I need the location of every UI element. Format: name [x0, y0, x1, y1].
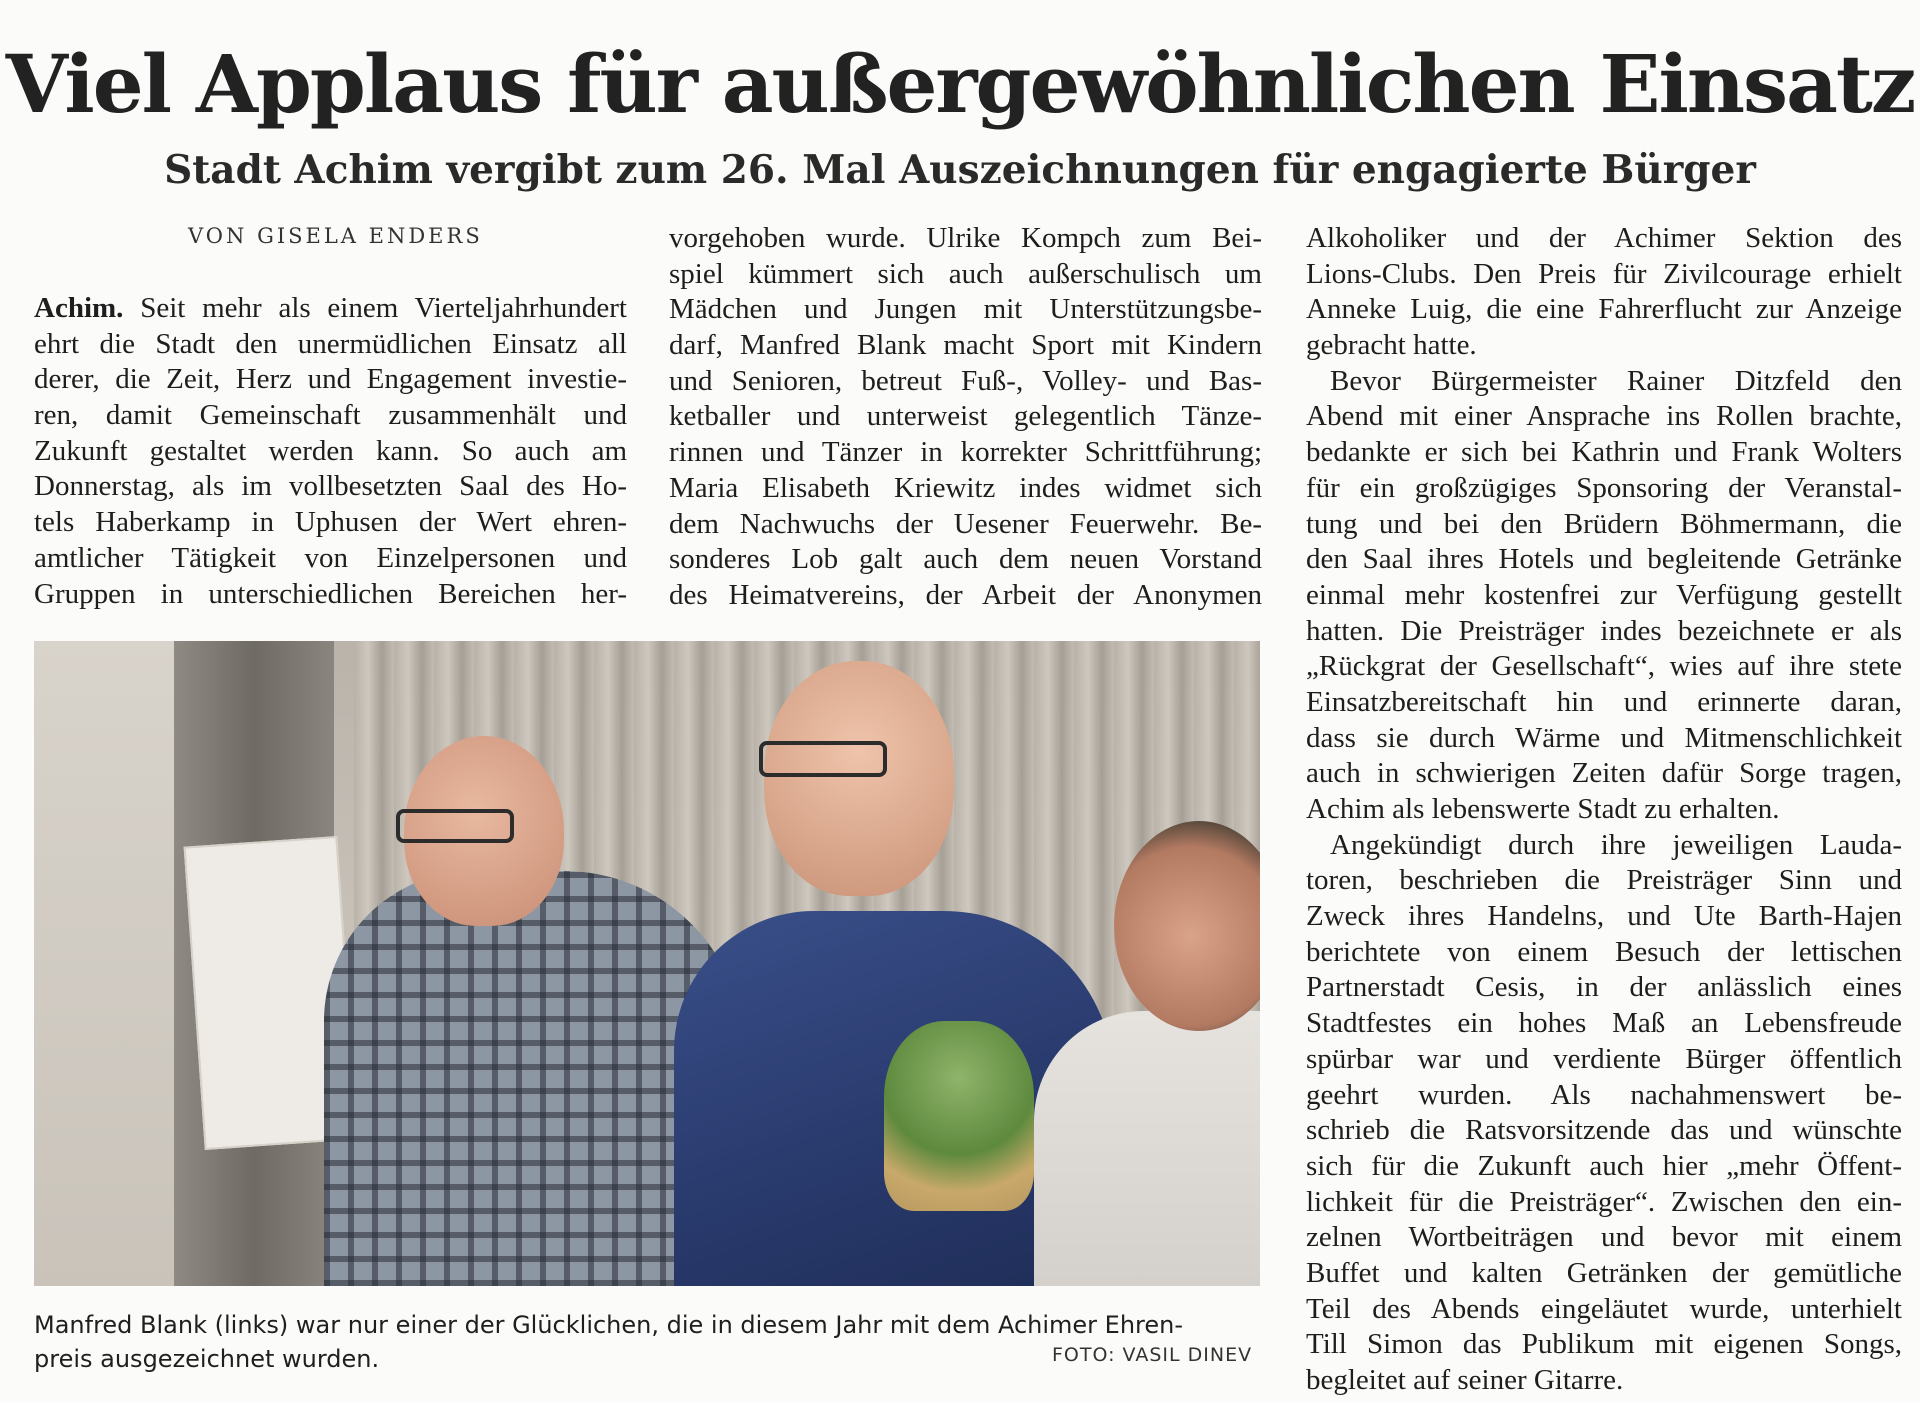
text-line: Zukunft gestaltet werden kann. So auch am	[34, 434, 627, 467]
text-line: Abend mit einer Ansprache ins Rollen brachte,	[1306, 400, 1902, 433]
text-line: ren, damit Gemeinschaft zusammenhält und	[34, 399, 627, 432]
text-line: für ein großzügiges Sponsoring der Veranstal-	[1306, 471, 1902, 504]
text-line: Alkoholiker und der Achimer Sektion des	[1306, 222, 1902, 254]
text-line: toren, beschrieben die Preisträger Sinn und	[1306, 864, 1902, 897]
text-line: Bevor Bürgermeister Rainer Ditzfeld den	[1330, 364, 1902, 397]
article-column-1	[34, 291, 627, 612]
photo-credit: FOTO: VASIL DINEV	[1052, 1344, 1253, 1366]
text-line: ketballer und unterweist gelegentlich Tänze-	[669, 400, 1262, 433]
text-line: vorgehoben wurde. Ulrike Kompch zum Bei-	[669, 222, 1262, 254]
text-line: Einsatzbereitschaft hin und erinnerte daran,	[1306, 685, 1902, 718]
article-column-2	[669, 221, 1262, 614]
text-line: den Saal ihres Hotels und begleitende Getränke	[1306, 543, 1902, 576]
text-line: Partnerstadt Cesis, in der anlässlich eines	[1306, 971, 1902, 1004]
text-line: des Heimatvereins, der Arbeit der Anonymen	[669, 578, 1262, 611]
article-column-3	[1306, 221, 1902, 1399]
text-line: Lions-Clubs. Den Preis für Zivilcourage erhielt	[1306, 257, 1902, 290]
text-line: Stadtfestes ein hohes Maß an Lebensfreude	[1306, 1007, 1902, 1040]
text-line: lichkeit für die Preisträger“. Zwischen den ein-	[1306, 1185, 1902, 1218]
photo-flower-bouquet	[884, 1021, 1034, 1211]
text-line: schrieb die Ratsvorsitzende das und wünschte	[1306, 1114, 1902, 1147]
text-line: Maria Elisabeth Kriewitz indes widmet sich	[669, 471, 1262, 504]
text-line: Achim als lebenswerte Stadt zu erhalten.	[1306, 793, 1780, 825]
text-line: spürbar war und verdiente Bürger öffentlich	[1306, 1042, 1902, 1075]
text-line: Teil des Abends eingeläutet wurde, unterhielt	[1306, 1292, 1902, 1325]
text-line: einmal mehr kostenfrei zur Verfügung gestellt	[1306, 578, 1902, 611]
text-line: Buffet und kalten Getränken der gemütliche	[1306, 1256, 1902, 1289]
photo-person-middle-head	[764, 661, 954, 896]
text-line: bedankte er sich bei Kathrin und Frank Wolters	[1306, 436, 1902, 469]
text-line: rinnen und Tänzer in korrekter Schrittführung;	[669, 436, 1262, 469]
text-line: ehrt die Stadt den unermüdlichen Einsatz all	[34, 327, 627, 360]
text-line: darf, Manfred Blank macht Sport mit Kindern	[669, 329, 1262, 362]
text-line: dass sie durch Wärme und Mitmenschlichkeit	[1306, 721, 1902, 754]
photo-glasses-middle	[759, 741, 887, 777]
photo-wall	[34, 641, 194, 1286]
text-line: geehrt wurden. Als nachahmenswert be-	[1306, 1078, 1902, 1111]
text-line: zelnen Wortbeiträgen und bevor mit einem	[1306, 1221, 1902, 1254]
text-line: Gruppen in unterschiedlichen Bereichen her-	[34, 577, 627, 610]
text-line: Zweck ihres Handelns, und Ute Barth-Hajen	[1306, 900, 1902, 933]
dateline: Achim.	[34, 292, 124, 324]
text-line: und Senioren, betreut Fuß-, Volley- und Bas-	[669, 364, 1262, 397]
text-line: Mädchen und Jungen mit Unterstützungsbe-	[669, 293, 1262, 326]
text-line: spiel kümmert sich auch außerschulisch um	[669, 257, 1262, 290]
text-line: dem Nachwuchs der Uesener Feuerwehr. Be-	[669, 507, 1262, 540]
caption-line: Manfred Blank (links) war nur einer der Glücklichen, die in diesem Jahr mit dem Achimer Ehren-	[34, 1311, 1184, 1339]
caption-line: preis ausgezeichnet wurden.	[34, 1345, 380, 1373]
text-line: auch in schwierigen Zeiten dafür Sorge tragen,	[1306, 757, 1902, 790]
photo-glasses-left	[396, 809, 514, 843]
text-line: begleitet auf seiner Gitarre.	[1306, 1364, 1624, 1396]
photo-person-right	[1034, 1011, 1260, 1286]
byline: VON GISELA ENDERS	[188, 224, 483, 248]
text-line: tels Haberkamp in Uphusen der Wert ehren-	[34, 506, 627, 539]
headline: Viel Applaus für außergewöhnlichen Einsatz	[5, 37, 1915, 131]
text-line: amtlicher Tätigkeit von Einzelpersonen und	[34, 541, 627, 574]
text-line: gebracht hatte.	[1306, 329, 1477, 362]
subheadline: Stadt Achim vergibt zum 26. Mal Auszeichnungen für engagierte Bürger	[164, 147, 1756, 193]
article-photo	[34, 641, 1260, 1286]
text-line: sich für die Zukunft auch hier „mehr Öffent-	[1306, 1149, 1902, 1182]
text-line: sonderes Lob galt auch dem neuen Vorstand	[669, 543, 1262, 576]
text-line: tung und bei den Brüdern Böhmermann, die	[1306, 507, 1902, 540]
text-line: hatten. Die Preisträger indes bezeichnete er als	[1306, 614, 1902, 647]
text-line: „Rückgrat der Gesellschaft“, wies auf ihre stete	[1306, 650, 1902, 683]
text-line: Anneke Luig, die eine Fahrerflucht zur Anzeige	[1306, 293, 1902, 326]
text-line: derer, die Zeit, Herz und Engagement investie-	[34, 363, 627, 396]
text-line: Donnerstag, als im vollbesetzten Saal des Ho-	[34, 470, 627, 503]
text-line: Till Simon das Publikum mit eigenen Songs,	[1306, 1328, 1902, 1361]
text-line	[34, 291, 627, 327]
text-line-part: Seit mehr als einem Vierteljahrhundert	[123, 292, 627, 324]
text-line: berichtete von einem Besuch der lettischen	[1306, 935, 1902, 968]
text-line: Angekündigt durch ihre jeweiligen Lauda-	[1330, 828, 1902, 861]
